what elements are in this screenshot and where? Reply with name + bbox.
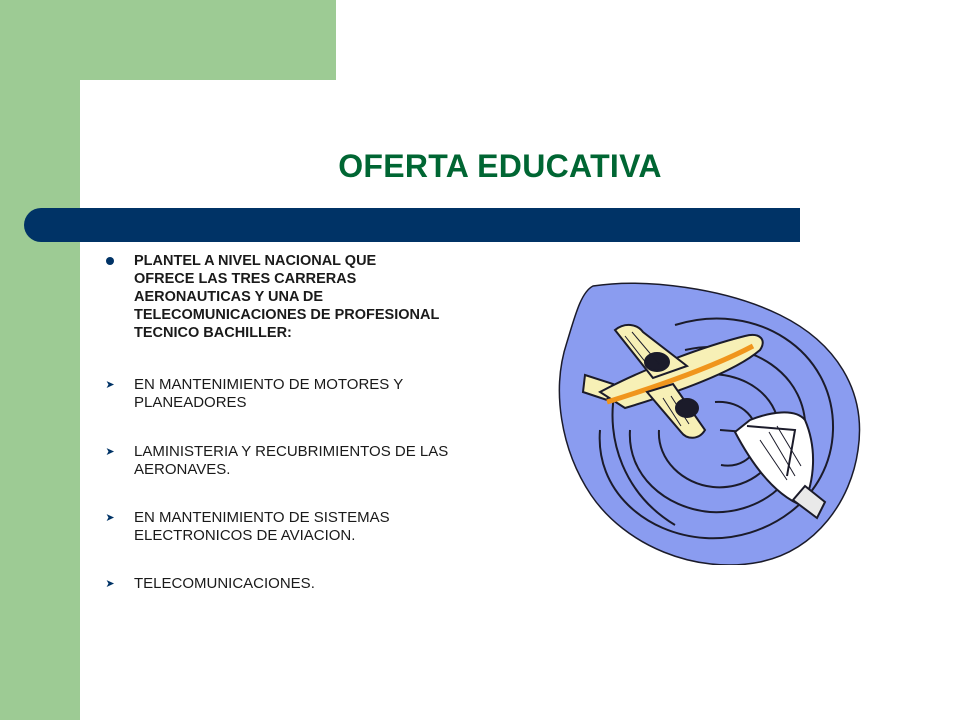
arrow-bullet-icon: ➤ xyxy=(105,512,115,524)
panel-corner xyxy=(80,80,140,140)
green-frame-top xyxy=(0,0,336,80)
list-item-telecom xyxy=(98,575,488,593)
arrow-bullet-icon: ➤ xyxy=(105,578,115,590)
list-item-motores xyxy=(98,376,488,412)
arrow-bullet-icon: ➤ xyxy=(105,446,115,458)
list-item-electronicos xyxy=(98,509,488,545)
list-item-laministeria xyxy=(98,443,488,479)
title-divider-bar xyxy=(24,208,800,242)
list-item-text: EN MANTENIMIENTO DE MOTORES Y PLANEADORES xyxy=(134,376,404,411)
list-item-text: TELECOMUNICACIONES. xyxy=(134,575,315,592)
list-item-text: PLANTEL A NIVEL NACIONAL QUE OFRECE LAS TRES CARRERAS AERONAUTICAS Y UNA DE TELECOMUNICACIONES DE PROFESIONAL TECNICO BACHILLER: xyxy=(134,253,440,341)
list-item-text: LAMINISTERIA Y RECUBRIMIENTOS DE LAS AERONAVES. xyxy=(134,443,449,478)
airplane-satellite-dish-clipart xyxy=(555,280,865,565)
slide-title: OFERTA EDUCATIVA xyxy=(338,148,662,184)
arrow-bullet-icon: ➤ xyxy=(105,379,115,391)
list-item-main xyxy=(98,252,488,342)
green-frame-left xyxy=(0,0,80,720)
bullet-list xyxy=(98,252,488,593)
bullet-dot-icon xyxy=(100,252,120,270)
list-item-text: EN MANTENIMIENTO DE SISTEMAS ELECTRONICOS DE AVIACION. xyxy=(134,509,390,544)
